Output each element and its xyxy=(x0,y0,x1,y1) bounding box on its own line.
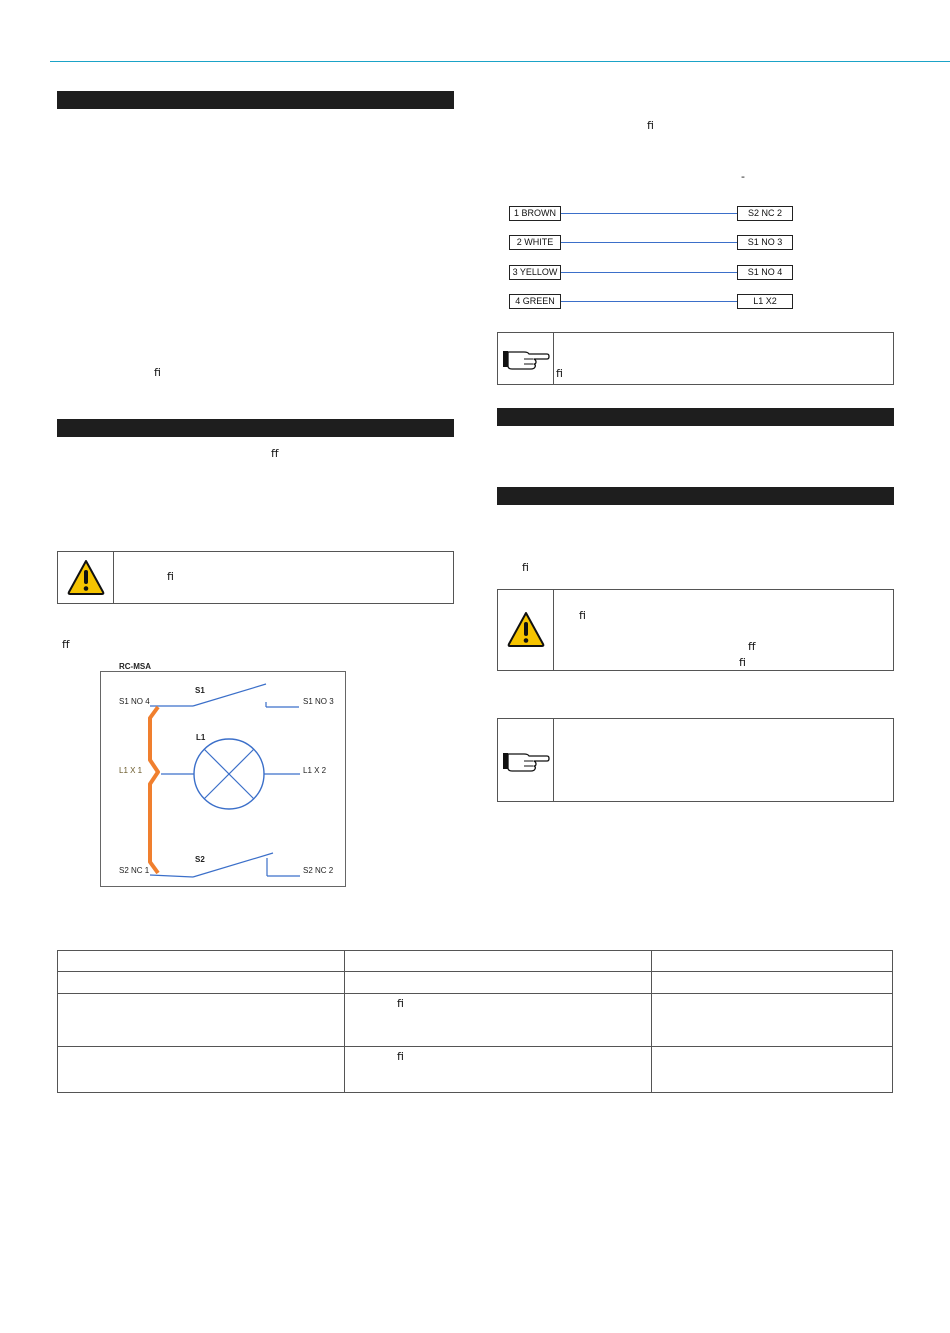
wire-3 xyxy=(560,272,738,273)
ligature-fi: ﬁ xyxy=(397,997,404,1010)
terminal-label-s2-nc2: S2 NC 2 xyxy=(737,206,793,221)
lamp-l1-label: L1 xyxy=(196,733,206,742)
pointing-hand-icon xyxy=(502,347,550,371)
note-box-divider xyxy=(553,333,554,384)
warning-triangle-icon xyxy=(66,558,106,596)
table-row-divider xyxy=(58,1046,892,1047)
dash-mark: - xyxy=(741,170,745,183)
section-bar-left-1 xyxy=(57,91,454,109)
ligature-fi: ﬁ xyxy=(556,367,563,380)
terminal-s2-nc2: S2 NC 2 xyxy=(303,866,334,875)
wire-label-green: 4 GREEN xyxy=(509,294,561,309)
switch-s1-label: S1 xyxy=(195,686,205,695)
warning-box-divider xyxy=(113,552,114,603)
section-bar-right-1 xyxy=(497,408,894,426)
switch-s2-label: S2 xyxy=(195,855,205,864)
terminal-l1-x1: L1 X 1 xyxy=(119,766,143,775)
diagram-title: RC-MSA xyxy=(119,662,151,671)
ligature-fi: ﬁ xyxy=(154,366,161,379)
ligature-fi: ﬁ xyxy=(579,609,586,622)
ligature-fi: ﬁ xyxy=(647,119,654,132)
circuit-diagram xyxy=(100,662,346,887)
wire-label-white: 2 WHITE xyxy=(509,235,561,250)
section-bar-right-2 xyxy=(497,487,894,505)
terminal-label-s1-no3: S1 NO 3 xyxy=(737,235,793,250)
pointing-hand-icon xyxy=(502,749,550,773)
ligature-fi: ﬁ xyxy=(739,656,746,669)
wire-label-yellow: 3 YELLOW xyxy=(509,265,561,280)
wire-4 xyxy=(560,301,738,302)
warning-box-1 xyxy=(57,551,454,604)
warning-box-2 xyxy=(497,589,894,671)
ligature-fi: ﬁ xyxy=(522,561,529,574)
header-rule xyxy=(50,61,950,62)
terminal-l1-x2: L1 X 2 xyxy=(303,766,327,775)
ligature-fi: ﬁ xyxy=(167,570,174,583)
ligature-ff: ﬀ xyxy=(62,638,70,651)
terminal-label-s1-no4: S1 NO 4 xyxy=(737,265,793,280)
section-bar-left-2 xyxy=(57,419,454,437)
note-box-2 xyxy=(497,718,894,802)
ligature-ff: ﬀ xyxy=(271,447,279,460)
terminal-s2-nc1: S2 NC 1 xyxy=(119,866,150,875)
ligature-fi: ﬁ xyxy=(397,1050,404,1063)
wire-2 xyxy=(560,242,738,243)
note-box-1 xyxy=(497,332,894,385)
wire-label-brown: 1 BROWN xyxy=(509,206,561,221)
table-column-divider xyxy=(651,951,652,1092)
terminal-s1-no4: S1 NO 4 xyxy=(119,697,150,706)
warning-box-divider xyxy=(553,590,554,670)
troubleshooting-table xyxy=(57,950,893,1093)
table-row-divider xyxy=(58,993,892,994)
terminal-s1-no3: S1 NO 3 xyxy=(303,697,334,706)
wire-1 xyxy=(560,213,738,214)
table-column-divider xyxy=(344,951,345,1092)
ligature-ff: ﬀ xyxy=(748,640,756,653)
note-box-divider xyxy=(553,719,554,801)
warning-triangle-icon xyxy=(506,610,546,648)
table-row-divider xyxy=(58,971,892,972)
terminal-label-l1-x2: L1 X2 xyxy=(737,294,793,309)
